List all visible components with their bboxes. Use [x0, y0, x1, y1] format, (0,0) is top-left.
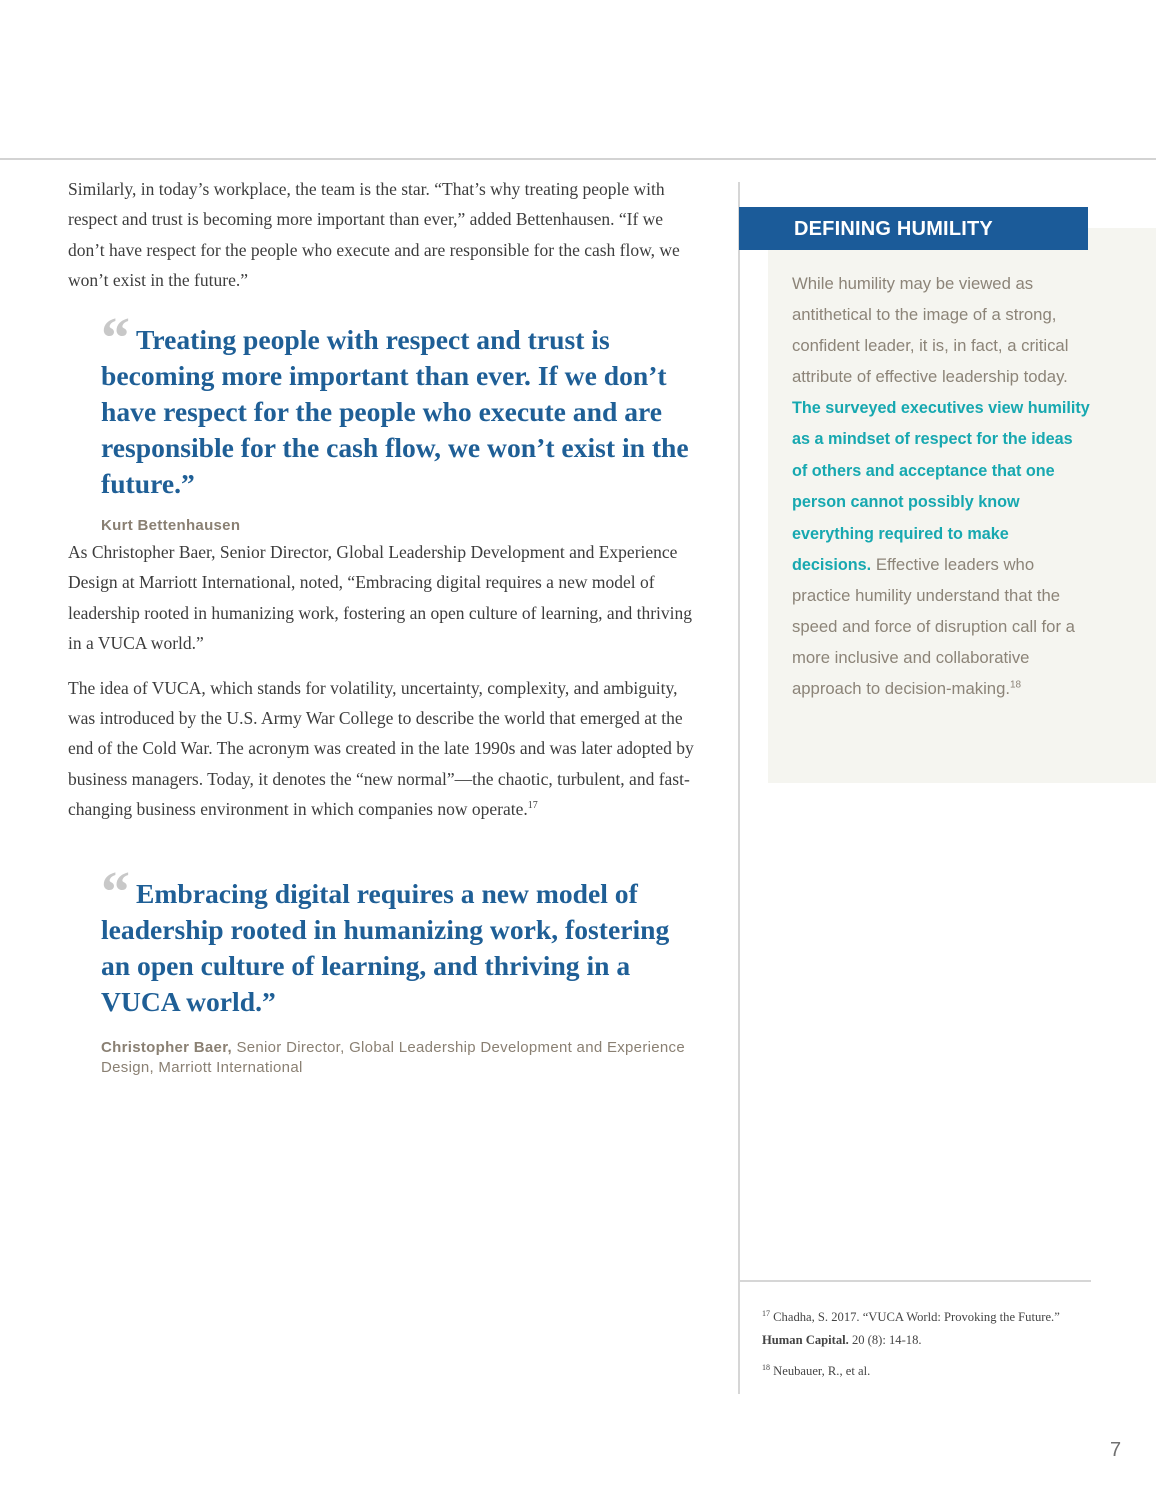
page-number: 7 [1110, 1439, 1122, 1461]
sidebar-title: DEFINING HUMILITY [794, 218, 993, 240]
quote-mark-icon: “ [101, 305, 130, 370]
sidebar-text: While humility may be viewed as antithetical to the image of a strong, confident leader, it is, in fact, a critical attribute of effective leadership today. The surveyed executives view humility as a mindset of respect for the ideas of others and acceptance that one person cannot possibly know everything required to make decisions. Effective leaders who practice humility understand that the speed and force of disruption call for a more inclusive and collaborative approach to decision-making.$^{18}$ [792, 274, 1090, 699]
footnote-divider [740, 1280, 1091, 1282]
pull-quote-2 [101, 859, 691, 1078]
main-column-2 [68, 537, 704, 825]
pull-quote-2-attribution: Christopher Baer, Senior Director, Global Leadership Development and Experience Design, Marriott International [101, 1039, 685, 1076]
pull-quote-1-text: “ Treating people with respect and trust is becoming more important than ever. If we don’t have respect for the people who execute and are responsible for the cash flow, we won’t exist in the future.” [101, 305, 689, 499]
body-paragraph-1: Similarly, in today’s workplace, the team is the star. “That’s why treating people with respect and trust is becoming more important than ever,” added Bettenhausen. “If we don’t have respect for the people who execute and are responsible for the cash flow, we won’t exist in the future.” [68, 179, 680, 291]
footnote-ref-18[interactable]: 18 [1010, 679, 1022, 691]
body-paragraph-3: The idea of VUCA, which stands for volatility, uncertainty, complexity, and ambiguity, was introduced by the U.S. Army War College to describe the world that emerged at the end of the Cold War. The acronym was created in the late 1990s and was later adopted by business managers. Today, it denotes the “new normal”—the chaotic, turbulent, and fast-changing business environment in which companies now operate.$^{17}$ [68, 677, 694, 820]
footnote-18: $^{18}$ Neubauer, R., et al. [762, 1362, 871, 1378]
sidebar-header [739, 207, 1088, 250]
main-column [68, 174, 704, 296]
quote-mark-icon: “ [101, 859, 130, 924]
sidebar-highlight: The surveyed executives view humility as a mindset of respect for the ideas of others and acceptance that one person cannot possibly know everything required to make decisions. [792, 399, 1090, 575]
pull-quote-1 [101, 305, 691, 536]
footnote-ref-17[interactable]: 17 [527, 800, 538, 812]
footnote-17: $^{17}$ Chadha, S. 2017. “VUCA World: Provoking the Future.” Human Capital. 20 (8): 14-18. [762, 1308, 1060, 1347]
body-paragraph-2: As Christopher Baer, Senior Director, Global Leadership Development and Experience Design at Marriott International, noted, “Embracing digital requires a new model of leadership rooted in humanizing work, fostering an open culture of learning, and thriving in a VUCA world.” [68, 542, 692, 654]
pull-quote-1-attribution: Kurt Bettenhausen [101, 517, 241, 534]
pull-quote-2-text: “ Embracing digital requires a new model of leadership rooted in humanizing work, fostering an open culture of learning, and thriving in a VUCA world.” [101, 859, 670, 1017]
header-divider [0, 158, 1156, 160]
column-divider [738, 182, 740, 1394]
